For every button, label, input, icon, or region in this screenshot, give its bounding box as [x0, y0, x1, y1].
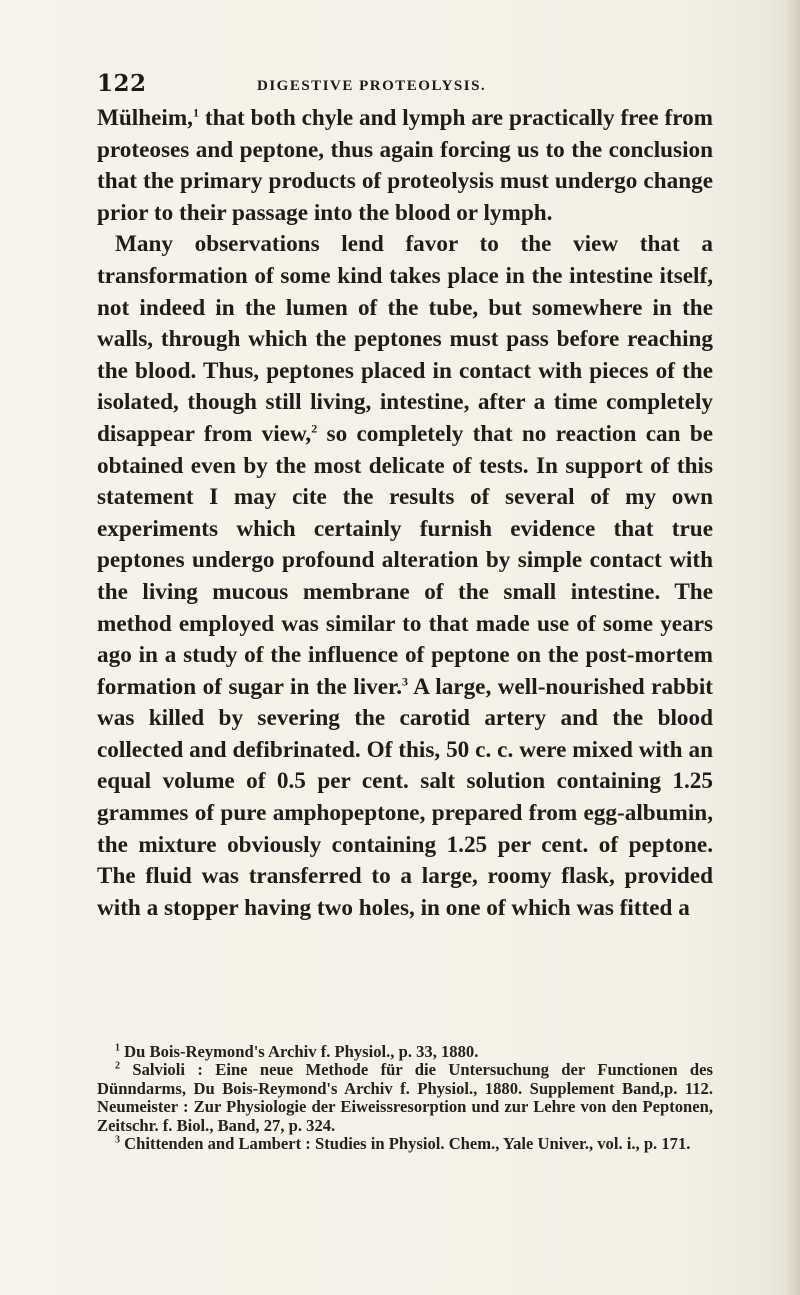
- page-number: 122: [97, 70, 147, 97]
- para2-part2: so completely that no reaction can be obtained even by the most delicate of tests. In support of this statement I may cite the results of several of my own experiments which certainly furnish evidence that true peptones undergo profound alteration by simple contact with the living mucous membrane of the small intestine. The method employed was similar to that made use of some years ago in a study of the influence of peptone on the post-mortem formation of sugar in the liver.: [97, 420, 714, 700]
- running-title: DIGESTIVE PROTEOLYSIS.: [257, 78, 487, 94]
- para1-start: Mülheim,: [97, 105, 193, 131]
- paragraph-1: [97, 103, 713, 229]
- footnote-ref-2: 2: [311, 421, 318, 436]
- body-text: [97, 103, 713, 924]
- footnote-2: [97, 1061, 713, 1135]
- paragraph-2: [97, 229, 713, 924]
- footnote-marker-3: 3: [115, 1134, 120, 1146]
- para2-part3: A large, well-nourished rabbit was killed by severing the carotid artery and the blood collected and defibrinated. Of this, 50 c. c. were mixed with an equal volume of 0.5 per cent. salt solution containing 1.25 grammes of pure amphopeptone, prepared from egg-albumin, the mixture obviously containing 1.25 per cent. of peptone. The fluid was transferred to a large, roomy flask, provided with a stopper having two holes, in one of which was fitted a: [97, 673, 713, 921]
- para1-rest: that both chyle and lymph are practically free from proteoses and peptone, thus again forcing us to the conclusion that the primary products of proteolysis must undergo change prior to their passage into the blood or lymph.: [97, 105, 713, 226]
- footnote-ref-1: 1: [192, 105, 199, 120]
- footnote-1: [97, 1043, 713, 1061]
- page-header: [97, 70, 713, 104]
- para2-part1: Many observations lend favor to the view that a transformation of some kind takes place in the intestine itself, not indeed in the lumen of the tube, but somewhere in the walls, through which the peptones must pass before reaching the blood. Thus, peptones placed in contact with pieces of the isolated, though still living, intestine, after a time completely disappear from view,: [97, 231, 713, 447]
- footnote-marker-2: 2: [115, 1060, 120, 1072]
- footnote-text-1: Du Bois-Reymond's Archiv f. Physiol., p. 33, 1880.: [120, 1042, 479, 1061]
- footnote-3: [97, 1135, 713, 1153]
- footnote-marker-1: 1: [115, 1042, 120, 1054]
- footnote-ref-3: 3: [402, 673, 409, 688]
- footnote-text-3: Chittenden and Lambert : Studies in Physiol. Chem., Yale Univer., vol. i., p. 171.: [120, 1134, 691, 1154]
- footnotes: [97, 1043, 713, 1153]
- page-edge-shadow: [786, 0, 800, 1295]
- footnote-text-2: Salvioli : Eine neue Methode für die Untersuchung der Functionen des Dünndarms, Du Bois-Reymond's Archiv f. Physiol., 1880. Supplement Band,p. 112. Neumeister : Zur Physiologie der Eiweissresorption und zur Lehre von den Peptonen, Zeitschr. f. Biol., Band, 27, p. 324.: [97, 1060, 713, 1135]
